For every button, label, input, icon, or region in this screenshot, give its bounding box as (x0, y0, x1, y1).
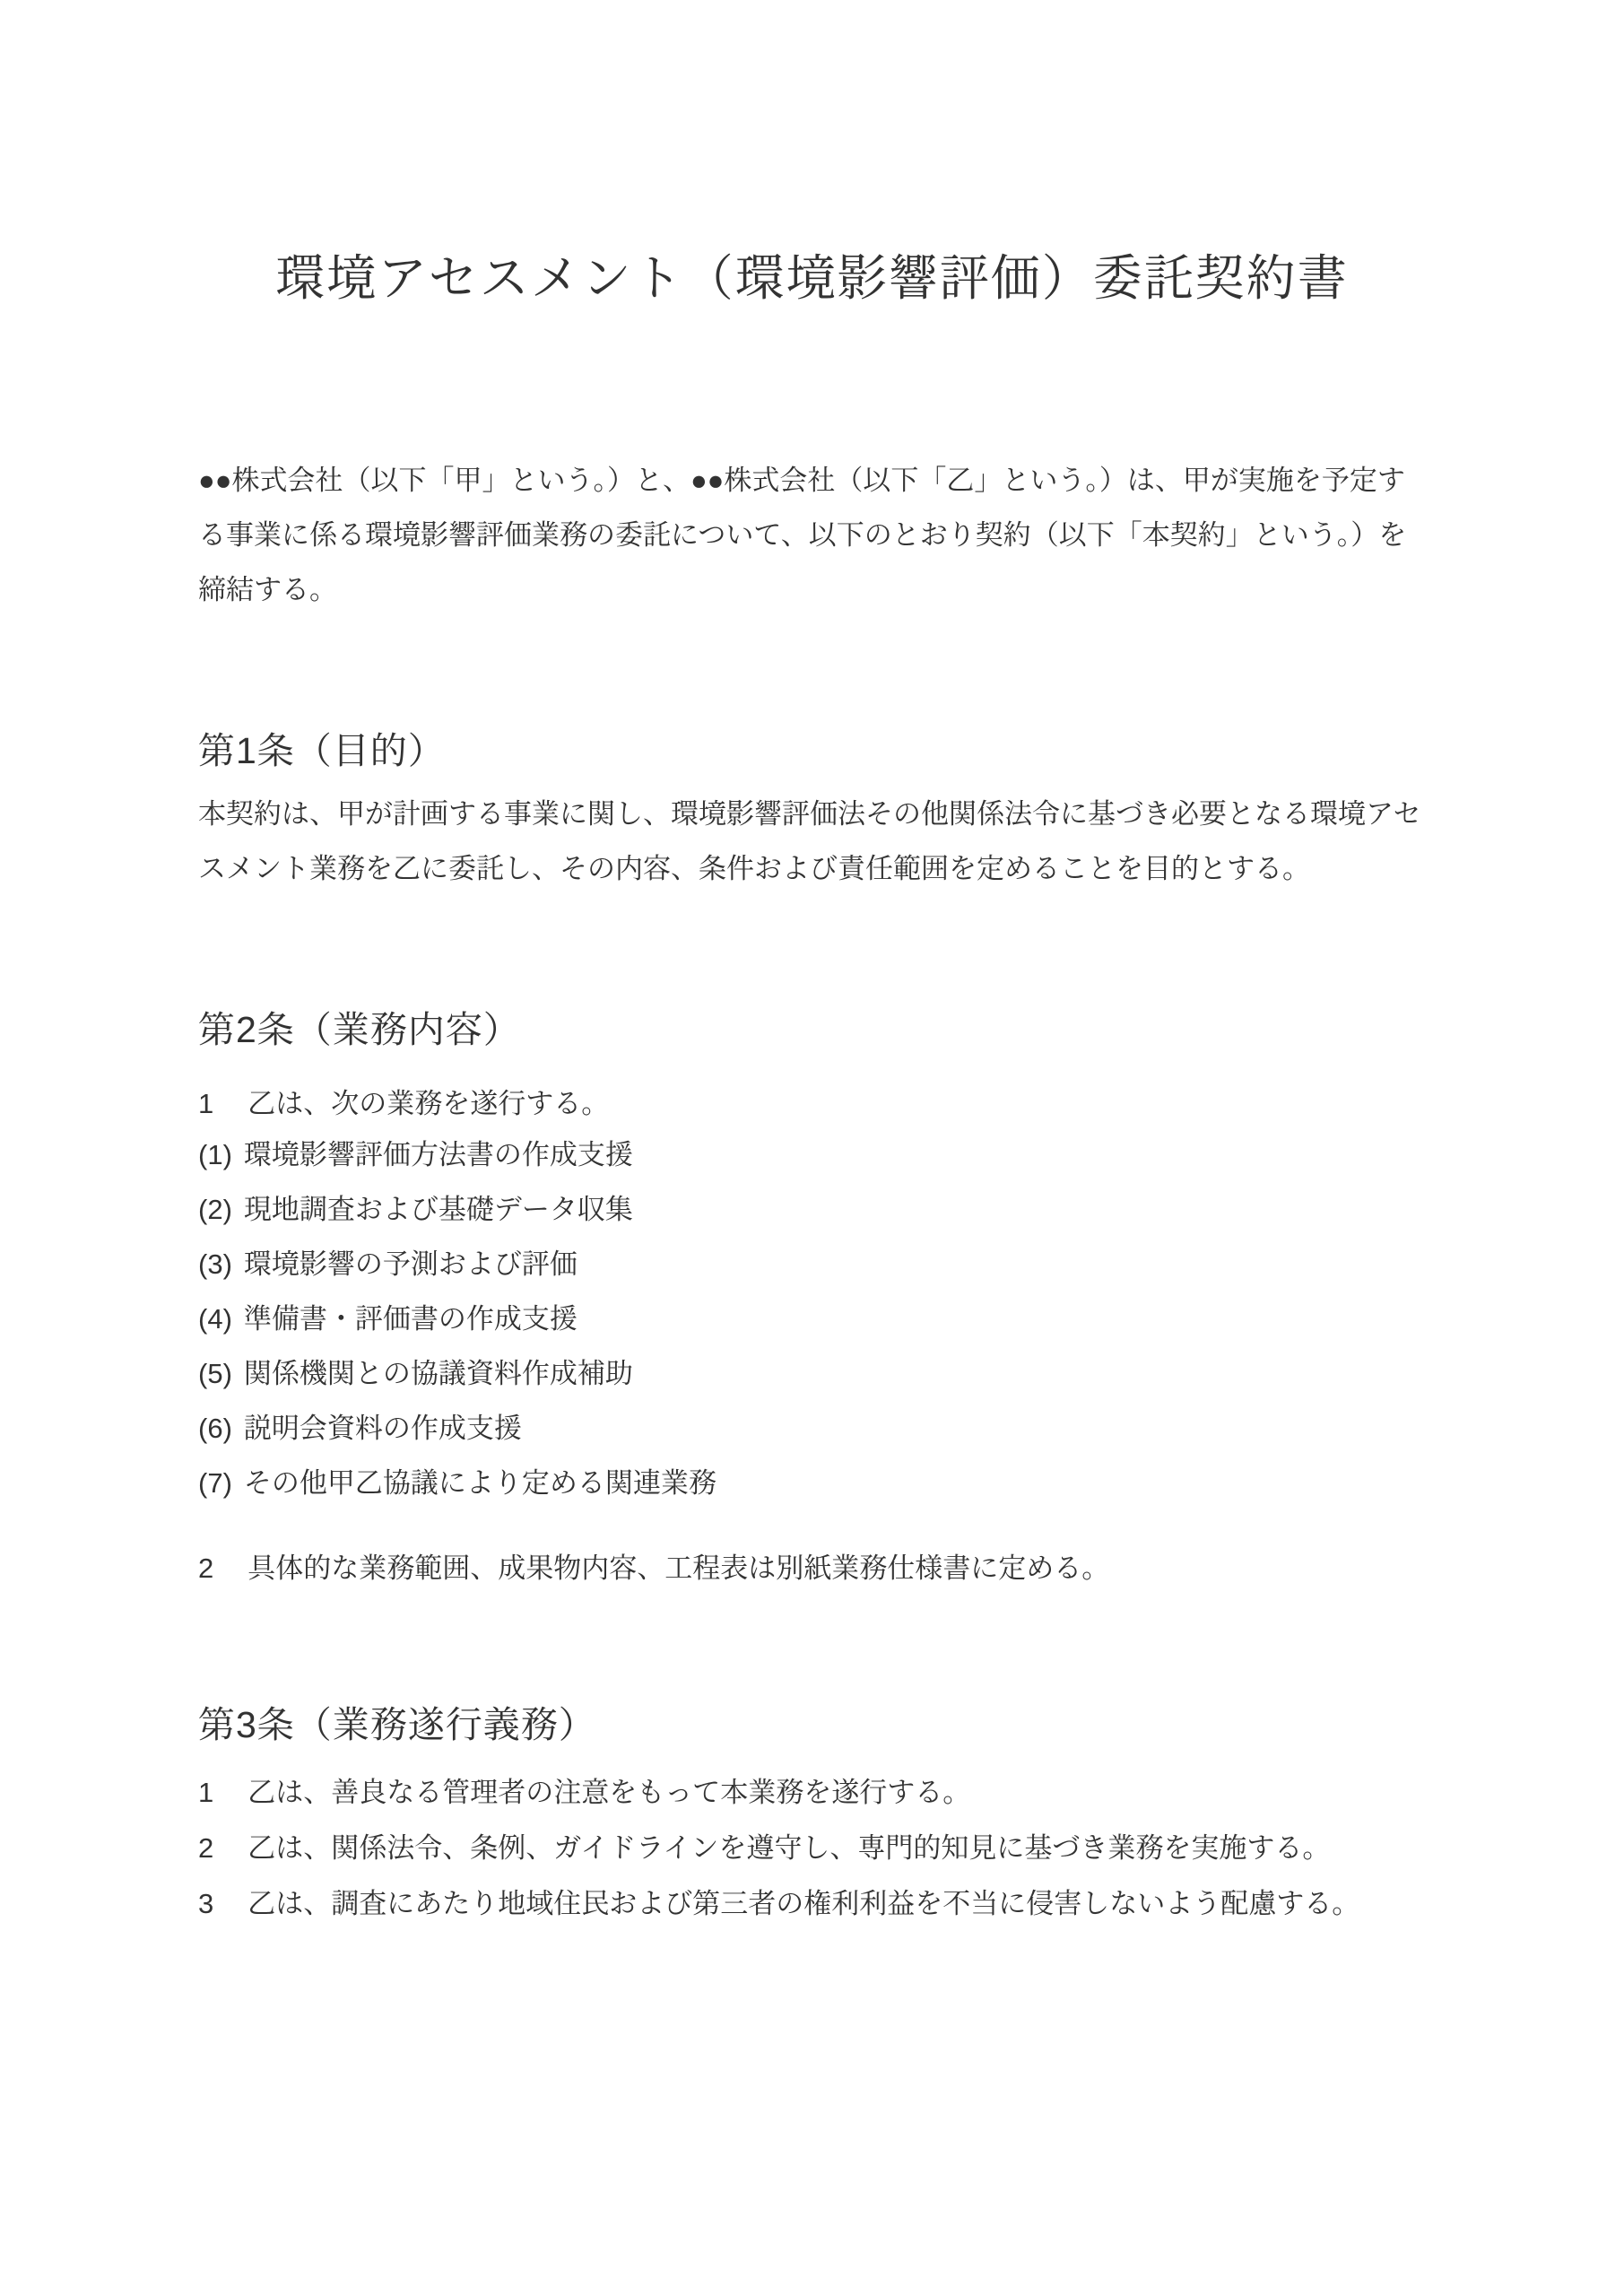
list-item-text: その他甲乙協議により定める関連業務 (243, 1467, 716, 1499)
clause-text: 乙は、善良なる管理者の注意をもって本業務を遂行する。 (248, 1777, 971, 1808)
clause-number: 2 (198, 1832, 214, 1864)
list-item-text: 関係機関との協議資料作成補助 (243, 1358, 633, 1389)
clause-text: 乙は、調査にあたり地域住民および第三者の権利利益を不当に侵害しないよう配慮する。 (248, 1888, 1360, 1919)
list-item (198, 1456, 1454, 1510)
article-3-heading: 第3条（業務遂行義務） (198, 1704, 596, 1745)
list-item-text: 準備書・評価書の作成支援 (243, 1303, 578, 1335)
list-item (198, 1292, 1454, 1346)
clause-text: 乙は、次の業務を遂行する。 (248, 1088, 610, 1119)
list-item-number: (1) (198, 1139, 232, 1170)
list-item-number: (4) (198, 1303, 232, 1335)
clause-number: 1 (198, 1777, 214, 1808)
list-item (198, 1182, 1454, 1237)
list-item (198, 1237, 1454, 1292)
list-item-text: 説明会資料の作成支援 (243, 1413, 522, 1444)
article-2-clause-2 (198, 1541, 1454, 1596)
clause-number: 2 (198, 1552, 214, 1584)
clause-text: 具体的な業務範囲、成果物内容、工程表は別紙業務仕様書に定める。 (248, 1552, 1110, 1584)
article-2-heading: 第2条（業務内容） (198, 1009, 521, 1050)
list-item-number: (6) (198, 1413, 232, 1444)
list-item (198, 1401, 1454, 1456)
article-2-task-list (198, 1127, 1454, 1510)
article-1-heading: 第1条（目的） (198, 730, 446, 771)
list-item-text: 環境影響の予測および評価 (243, 1248, 578, 1280)
list-item (198, 1127, 1454, 1182)
list-item-number: (2) (198, 1194, 232, 1225)
article-2-clause-1 (198, 1076, 1454, 1131)
intro-paragraph: ●●株式会社（以下「甲」という。）と、●●株式会社（以下「乙」という。）は、甲が実施を予定する事業に係る環境影響評価業務の委託について、以下のとおり契約（以下「本契約」という。）を締結する。 (198, 465, 1407, 605)
article-3-clause-2 (198, 1821, 1454, 1875)
article-1-body: 本契約は、甲が計画する事業に関し、環境影響評価法その他関係法令に基づき必要となる環境アセスメント業務を乙に委託し、その内容、条件および責任範囲を定めることを目的とする。 (198, 798, 1421, 884)
list-item-text: 現地調査および基礎データ収集 (243, 1194, 633, 1225)
list-item-text: 環境影響評価方法書の作成支援 (243, 1139, 633, 1170)
document-title: 環境アセスメント（環境影響評価）委託契約書 (275, 250, 1349, 306)
clause-text: 乙は、関係法令、条例、ガイドラインを遵守し、専門的知見に基づき業務を実施する。 (248, 1832, 1331, 1864)
list-item (198, 1346, 1454, 1401)
clause-number: 3 (198, 1888, 214, 1919)
list-item-number: (7) (198, 1467, 232, 1499)
article-3-clause-3 (198, 1876, 1454, 1931)
list-item-number: (5) (198, 1358, 232, 1389)
list-item-number: (3) (198, 1248, 232, 1280)
article-3-clause-1 (198, 1765, 1454, 1820)
clause-number: 1 (198, 1088, 214, 1119)
